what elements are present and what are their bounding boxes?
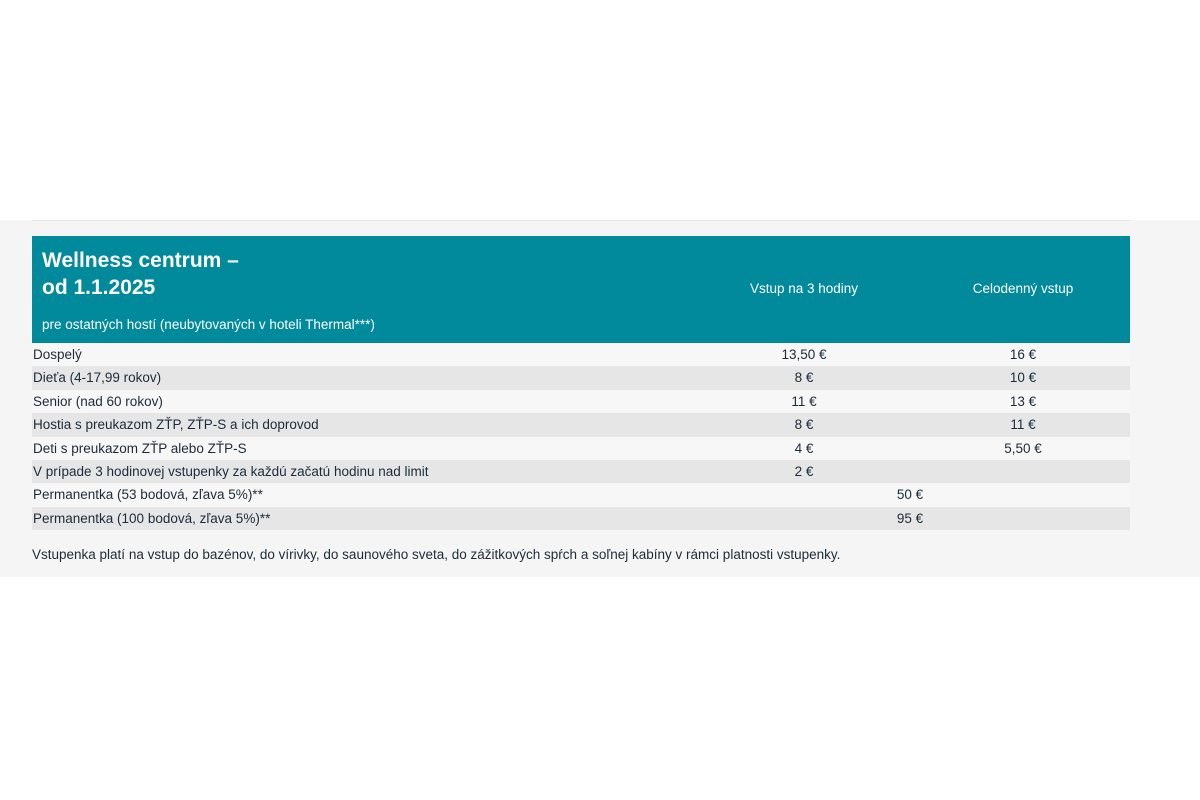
table-row [32, 343, 1130, 366]
row-label: V prípade 3 hodinovej vstupenky za každú začatú hodinu nad limit [33, 463, 429, 479]
table-header [32, 236, 1130, 343]
price-full-day: 16 € [1009, 347, 1037, 362]
table-row [32, 507, 1130, 530]
table-row [32, 413, 1130, 436]
row-label: Dieťa (4-17,99 rokov) [33, 370, 162, 386]
row-label: Dospelý [33, 347, 82, 362]
row-label: Senior (nad 60 rokov) [33, 393, 163, 409]
divider [32, 220, 1130, 221]
table-row [32, 437, 1130, 460]
price-full-day: 11 € [1010, 417, 1036, 433]
table-title-line-1: Wellness centrum – [42, 249, 239, 272]
price-full-day: 13 € [1009, 393, 1037, 409]
table-row [32, 390, 1130, 413]
table-row [32, 366, 1130, 389]
price-3-hours: 13,50 € [781, 347, 827, 362]
row-label: Permanentka (53 bodová, zľava 5%)** [33, 487, 263, 503]
price-3-hours: 8 € [794, 417, 814, 433]
price-3-hours: 4 € [794, 440, 814, 456]
table-row [32, 483, 1130, 506]
price-3-hours: 11 € [791, 393, 817, 409]
row-label: Permanentka (100 bodová, zľava 5%)** [33, 510, 271, 526]
ticket-note: Vstupenka platí na vstup do bazénov, do vírivky, do saunového sveta, do zážitkových spŕch a soľnej kabíny v rámci platnosti vstupenky. [32, 547, 841, 562]
pricing-section [0, 220, 1200, 577]
table-title-line-2: od 1.1.2025 [42, 276, 156, 299]
price-3-hours: 2 € [794, 463, 814, 479]
price-full-day: 5,50 € [1004, 440, 1042, 456]
table-title [42, 247, 239, 301]
pass-price: 50 € [896, 487, 924, 503]
price-3-hours: 8 € [794, 370, 814, 386]
table-row [32, 460, 1130, 483]
row-label: Deti s preukazom ZŤP alebo ZŤP-S [33, 440, 247, 456]
row-label: Hostia s preukazom ZŤP, ZŤP-S a ich doprovod [33, 417, 319, 433]
pass-price: 95 € [896, 510, 924, 526]
column-header-3-hours: Vstup na 3 hodiny [749, 281, 859, 296]
column-header-full-day: Celodenný vstup [972, 281, 1074, 296]
price-table [32, 236, 1130, 530]
price-full-day: 10 € [1009, 370, 1037, 386]
table-subtitle: pre ostatných hostí (neubytovaných v hoteli Thermal***) [42, 317, 375, 332]
